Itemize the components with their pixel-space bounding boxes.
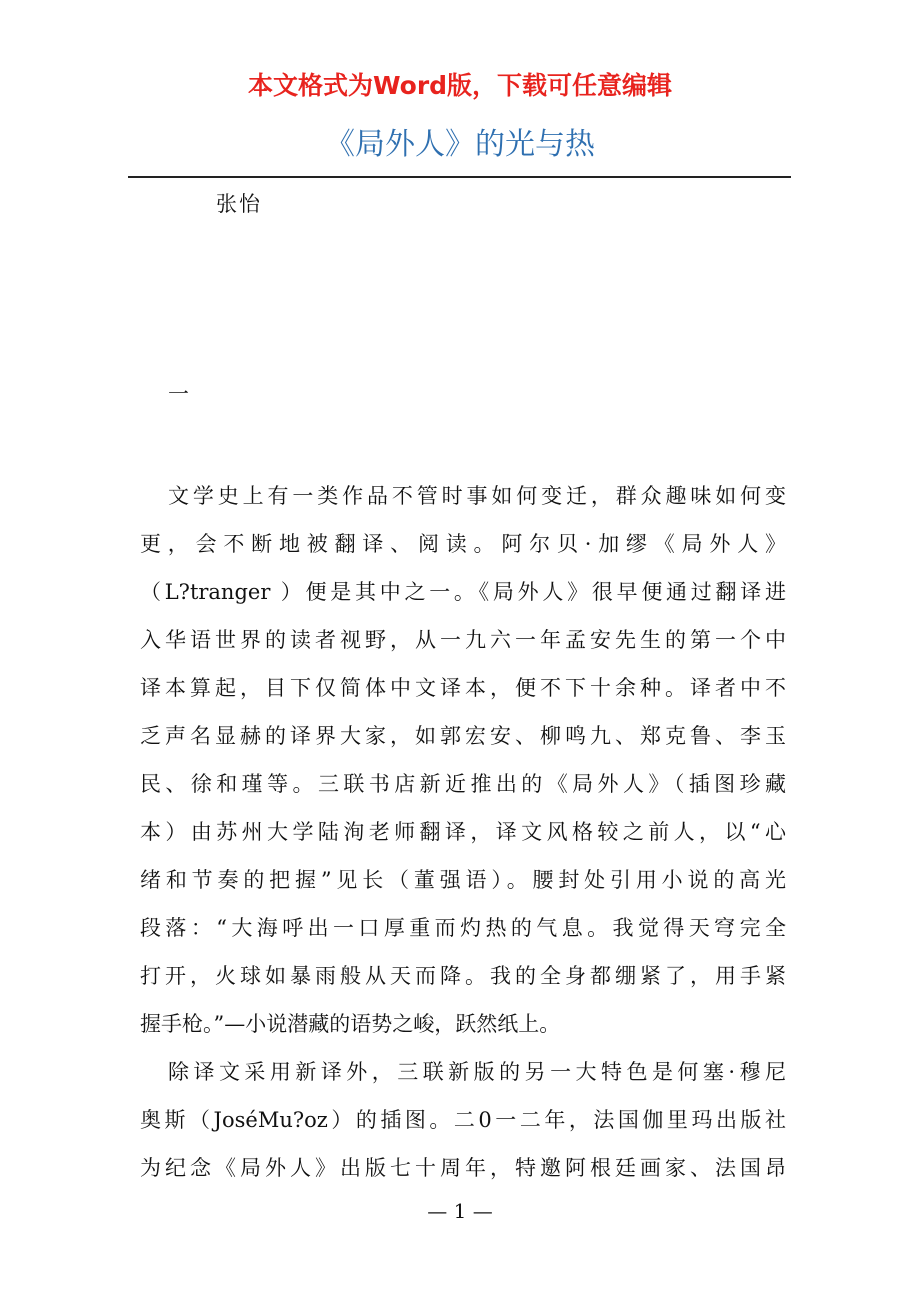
text-line: 打开，火球如暴雨般从天而降。我的全身都绷紧了，用手紧: [140, 964, 786, 988]
text-line: 本）由苏州大学陆洵老师翻译，译文风格较之前人，以“心: [140, 820, 786, 844]
text-line: 段落：“大海呼出一口厚重而灼热的气息。我觉得天穹完全: [140, 916, 786, 940]
section-number: 一: [168, 382, 189, 406]
page-number: — 1 —: [427, 1199, 493, 1223]
text-line: 除译文采用新译外，三联新版的另一大特色是何塞·穆尼: [168, 1060, 786, 1084]
text-line: 奥斯（JoséMu?oz）的插图。二0一二年，法国伽里玛出版社: [140, 1108, 786, 1132]
text-line: 绪和节奏的把握”见长（董强语）。腰封处引用小说的高光: [140, 868, 786, 892]
text-line: （L?tranger ）便是其中之一。《局外人》很早便通过翻译进: [140, 580, 786, 604]
download-banner: 本文格式为Word版，下载可任意编辑: [247, 71, 673, 100]
text-line: 为纪念《局外人》出版七十周年，特邀阿根廷画家、法国昂: [140, 1156, 786, 1180]
text-line: 译本算起，目下仅简体中文译本，便不下十余种。译者中不: [140, 676, 786, 700]
text-line: 入华语世界的读者视野，从一九六一年孟安先生的第一个中: [140, 628, 786, 652]
author-name: 张怡: [216, 192, 262, 216]
title-divider: [128, 176, 791, 178]
article-title: 《局外人》的光与热: [325, 127, 595, 162]
text-line: 文学史上有一类作品不管时事如何变迁，群众趣味如何变: [168, 484, 786, 508]
text-line: 更，会不断地被翻译、阅读。阿尔贝·加缪《局外人》: [140, 532, 786, 556]
text-line: 乏声名显赫的译界大家，如郭宏安、柳鸣九、郑克鲁、李玉: [140, 724, 786, 748]
text-line: 民、徐和瑾等。三联书店新近推出的《局外人》（插图珍藏: [140, 772, 786, 796]
article-body: [140, 472, 786, 1192]
text-line: 握手枪。”—小说潜藏的语势之峻，跃然纸上。: [140, 1012, 561, 1036]
